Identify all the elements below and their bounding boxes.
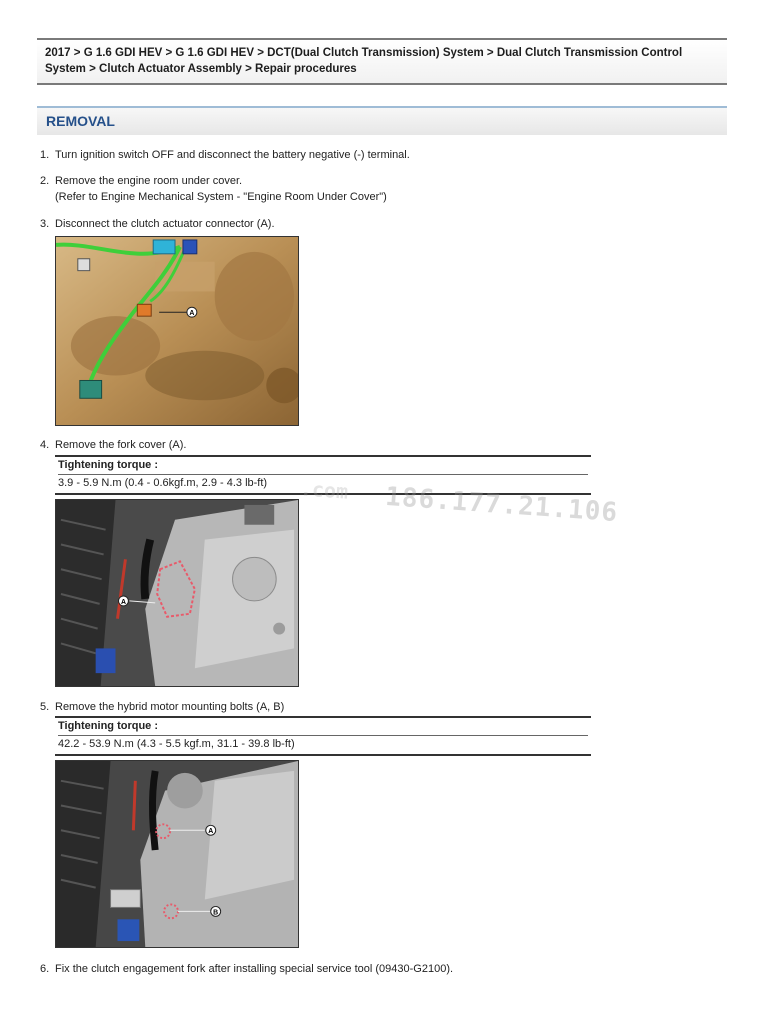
- watermark-ip: 186.177.21.106: [384, 481, 619, 529]
- callout-label-b: B: [213, 909, 219, 917]
- step-1: [40, 147, 410, 163]
- section-title: REMOVAL: [46, 113, 115, 129]
- engine-illustration: [56, 237, 298, 425]
- step-number: 5.: [40, 701, 50, 713]
- breadcrumb-line-1: 2017 > G 1.6 GDI HEV > G 1.6 GDI HEV > DCT(Dual Clutch Transmission) System > Dual Clutch Transmission Control: [45, 47, 683, 59]
- callout-label-a: A: [208, 828, 214, 836]
- motor-mount-illustration: [56, 761, 298, 947]
- step-text: Disconnect the clutch actuator connector (A).: [55, 218, 275, 230]
- torque-label: Tightening torque :: [58, 719, 588, 736]
- breadcrumb-line-2: System > Clutch Actuator Assembly > Repair procedures: [45, 63, 357, 75]
- step-number: 2.: [40, 175, 50, 187]
- step-reference: (Refer to Engine Mechanical System - "Engine Room Under Cover"): [55, 191, 387, 203]
- step-2: [40, 173, 387, 205]
- torque-value: 42.2 - 53.9 N.m (4.3 - 5.5 kgf.m, 31.1 - 39.8 lb-ft): [58, 738, 295, 750]
- step-text: Fix the clutch engagement fork after installing special service tool (09430-G2100).: [55, 963, 454, 975]
- step-number: 3.: [40, 218, 50, 230]
- step-4: [40, 437, 186, 453]
- callout-label-a: A: [189, 310, 195, 318]
- transmission-illustration: [56, 500, 298, 686]
- step-6: [40, 961, 453, 977]
- torque-value: 3.9 - 5.9 N.m (0.4 - 0.6kgf.m, 2.9 - 4.3 lb-ft): [58, 477, 268, 489]
- step-text: Turn ignition switch OFF and disconnect the battery negative (-) terminal.: [55, 149, 410, 161]
- section-header: [37, 106, 727, 135]
- figure-hybrid-motor-bolts: [55, 760, 299, 948]
- step-number: 1.: [40, 149, 50, 161]
- watermark-domain: .com: [299, 476, 349, 504]
- step-text: Remove the fork cover (A).: [55, 439, 187, 451]
- breadcrumb: [37, 38, 727, 85]
- step-number: 6.: [40, 963, 50, 975]
- step-text: Remove the engine room under cover.: [55, 175, 243, 187]
- torque-spec-motor-bolts: [55, 716, 591, 756]
- figure-fork-cover: [55, 499, 299, 687]
- step-text: Remove the hybrid motor mounting bolts (A, B): [55, 701, 285, 713]
- step-5: [40, 699, 284, 715]
- step-3: [40, 216, 275, 232]
- step-number: 4.: [40, 439, 50, 451]
- callout-label-a: A: [120, 598, 126, 606]
- torque-label: Tightening torque :: [58, 458, 588, 475]
- figure-clutch-actuator-connector: [55, 236, 299, 426]
